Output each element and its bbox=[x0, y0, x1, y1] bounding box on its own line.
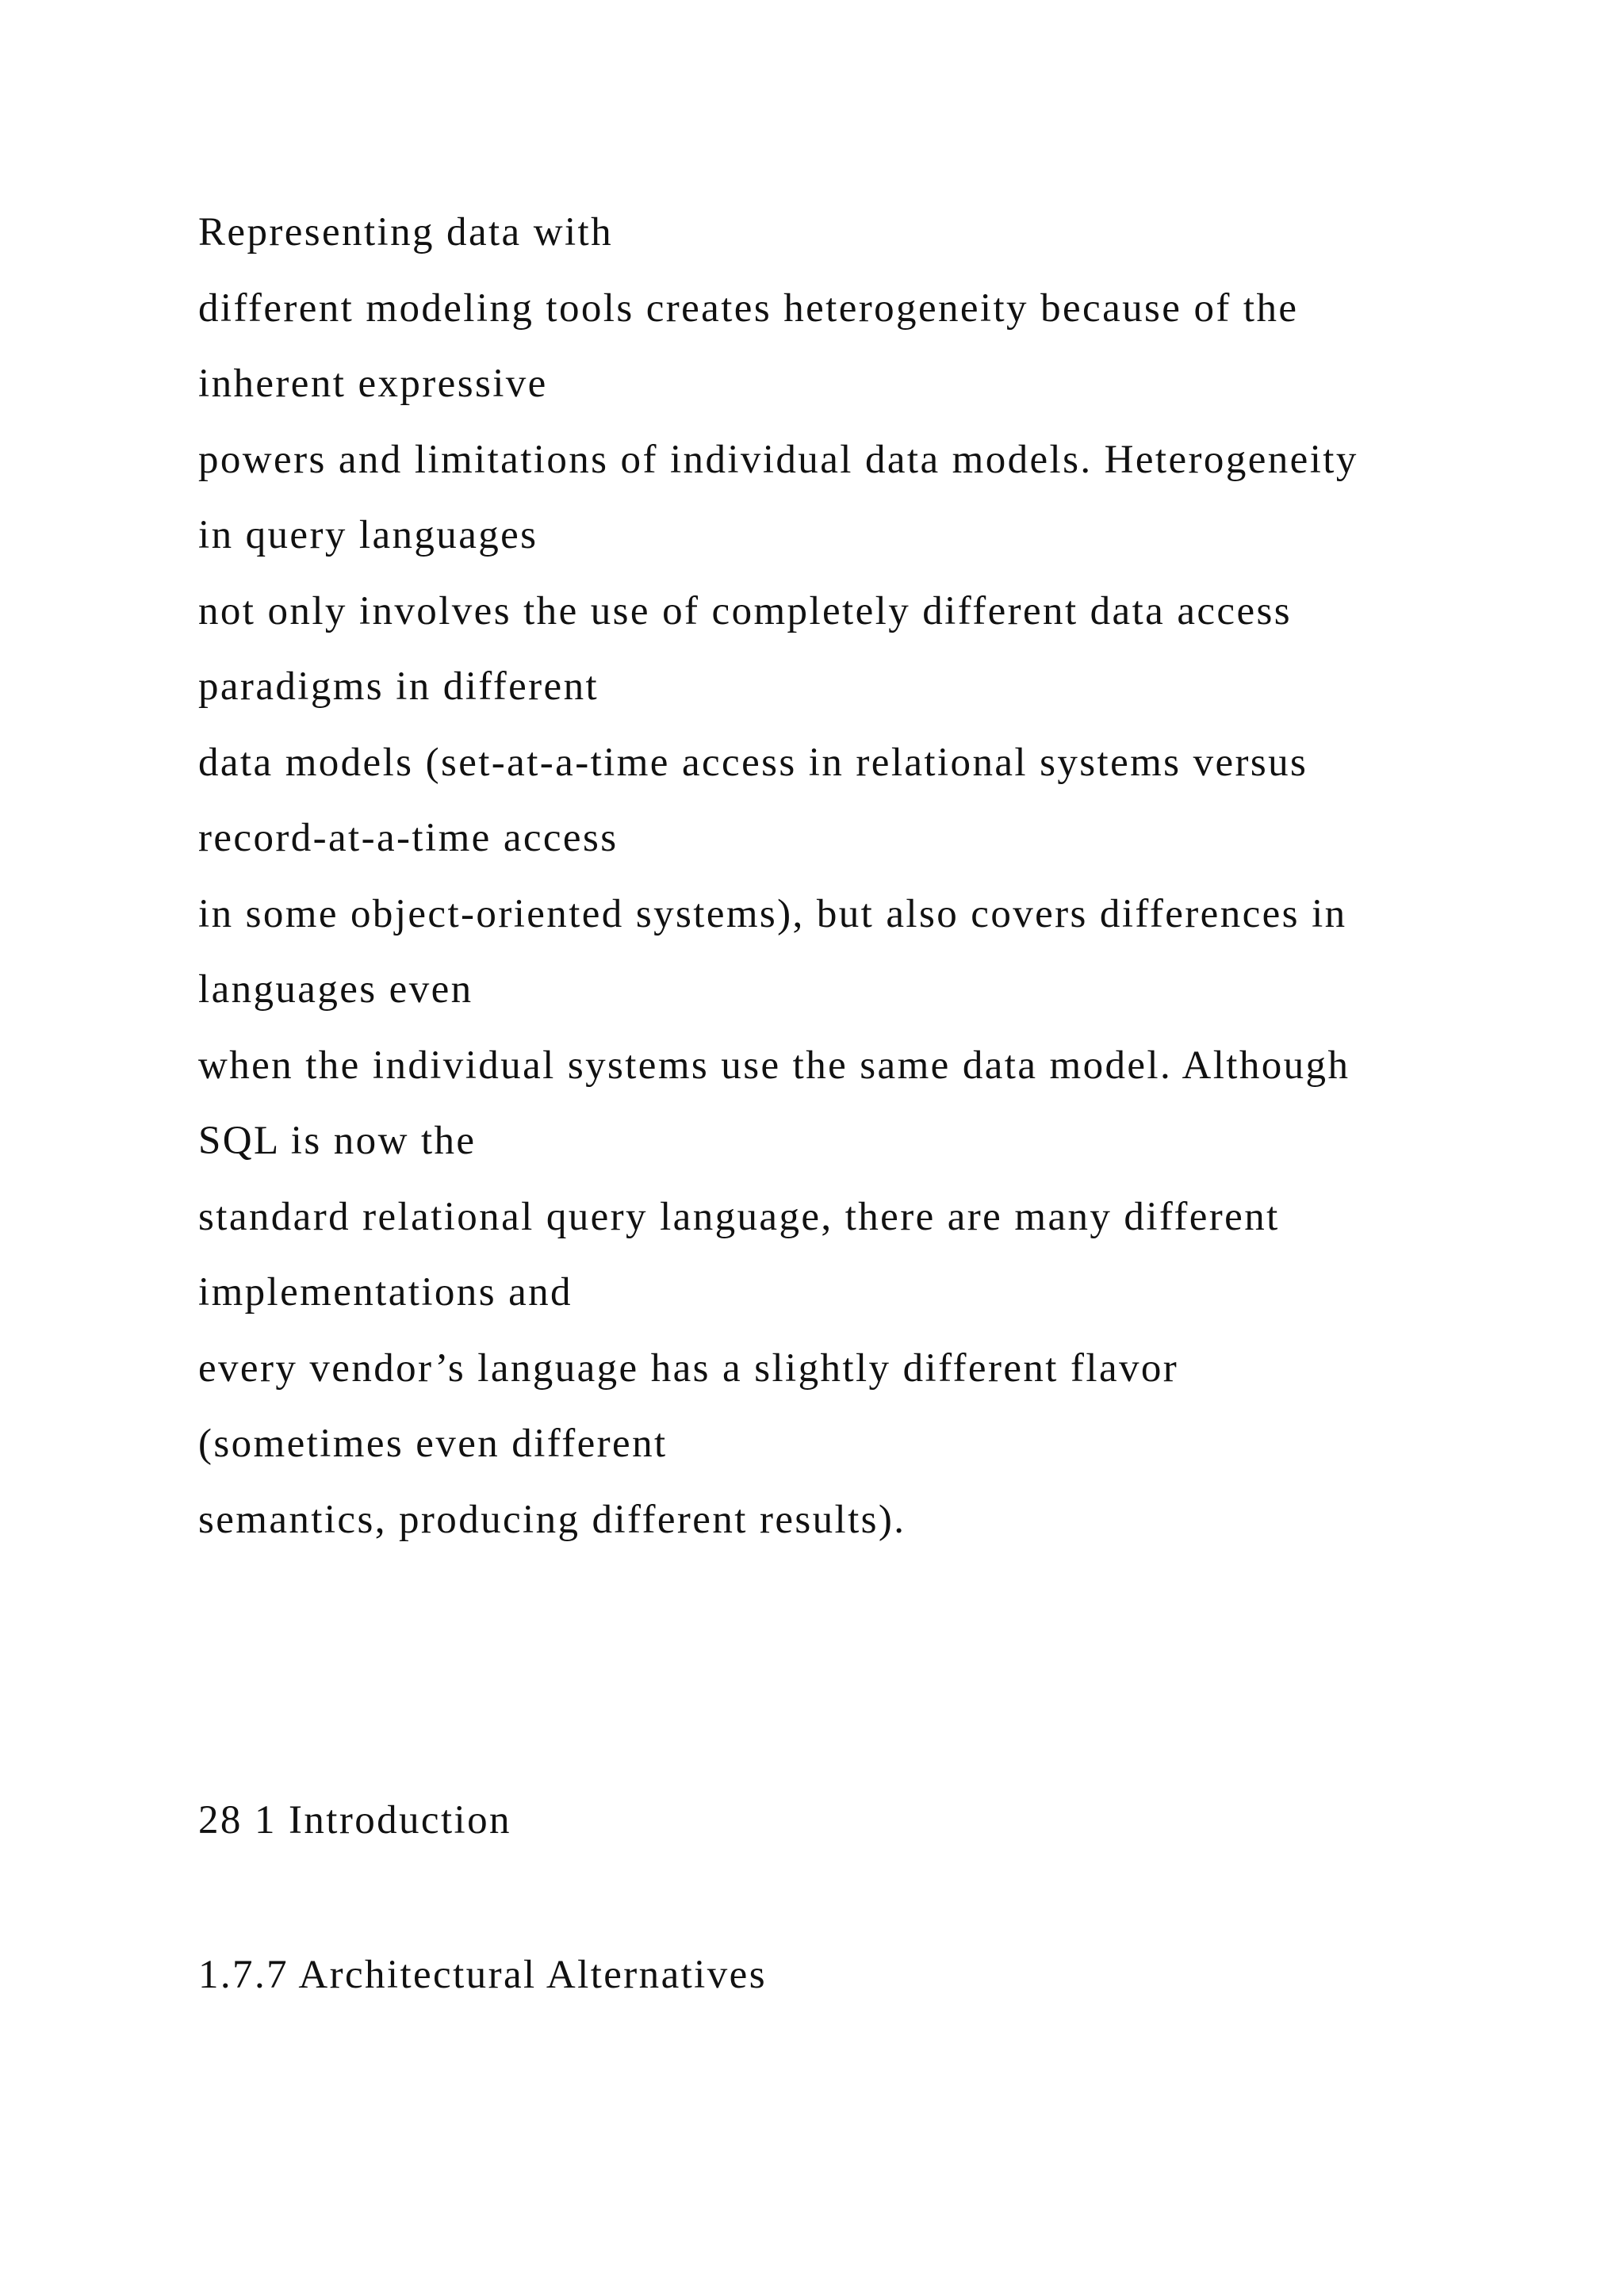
paragraph-line: in query languages bbox=[198, 513, 538, 557]
paragraph-line: Representing data with bbox=[198, 210, 614, 254]
paragraph-line: inherent expressive bbox=[198, 362, 548, 406]
paragraph-line: (sometimes even different bbox=[198, 1422, 668, 1466]
paragraph-line: SQL is now the bbox=[198, 1119, 477, 1163]
paragraph-line: implementations and bbox=[198, 1270, 573, 1314]
paragraph-line: when the individual systems use the same data model. Although bbox=[198, 1043, 1350, 1088]
paragraph-line: standard relational query language, there are many different bbox=[198, 1194, 1280, 1239]
page-header: 28 1 Introduction bbox=[198, 1798, 511, 1843]
paragraph-line: not only involves the use of completely different data access bbox=[198, 588, 1292, 633]
paragraph-line: data models (set-at-a-time access in relational systems versus bbox=[198, 740, 1308, 785]
paragraph-line: powers and limitations of individual data models. Heterogeneity bbox=[198, 437, 1358, 482]
paragraph-line: semantics, producing different results). bbox=[198, 1497, 906, 1542]
paragraph-line: every vendor’s language has a slightly different flavor bbox=[198, 1345, 1179, 1391]
body-paragraph bbox=[198, 195, 1546, 1558]
paragraph-line: languages even bbox=[198, 967, 473, 1012]
paragraph-line: paradigms in different bbox=[198, 664, 599, 709]
paragraph-line: record-at-a-time access bbox=[198, 816, 619, 860]
paragraph-line: in some object-oriented systems), but also covers differences in bbox=[198, 891, 1347, 936]
section-heading: 1.7.7 Architectural Alternatives bbox=[198, 1953, 767, 1997]
paragraph-line: different modeling tools creates heterogeneity because of the bbox=[198, 285, 1299, 331]
